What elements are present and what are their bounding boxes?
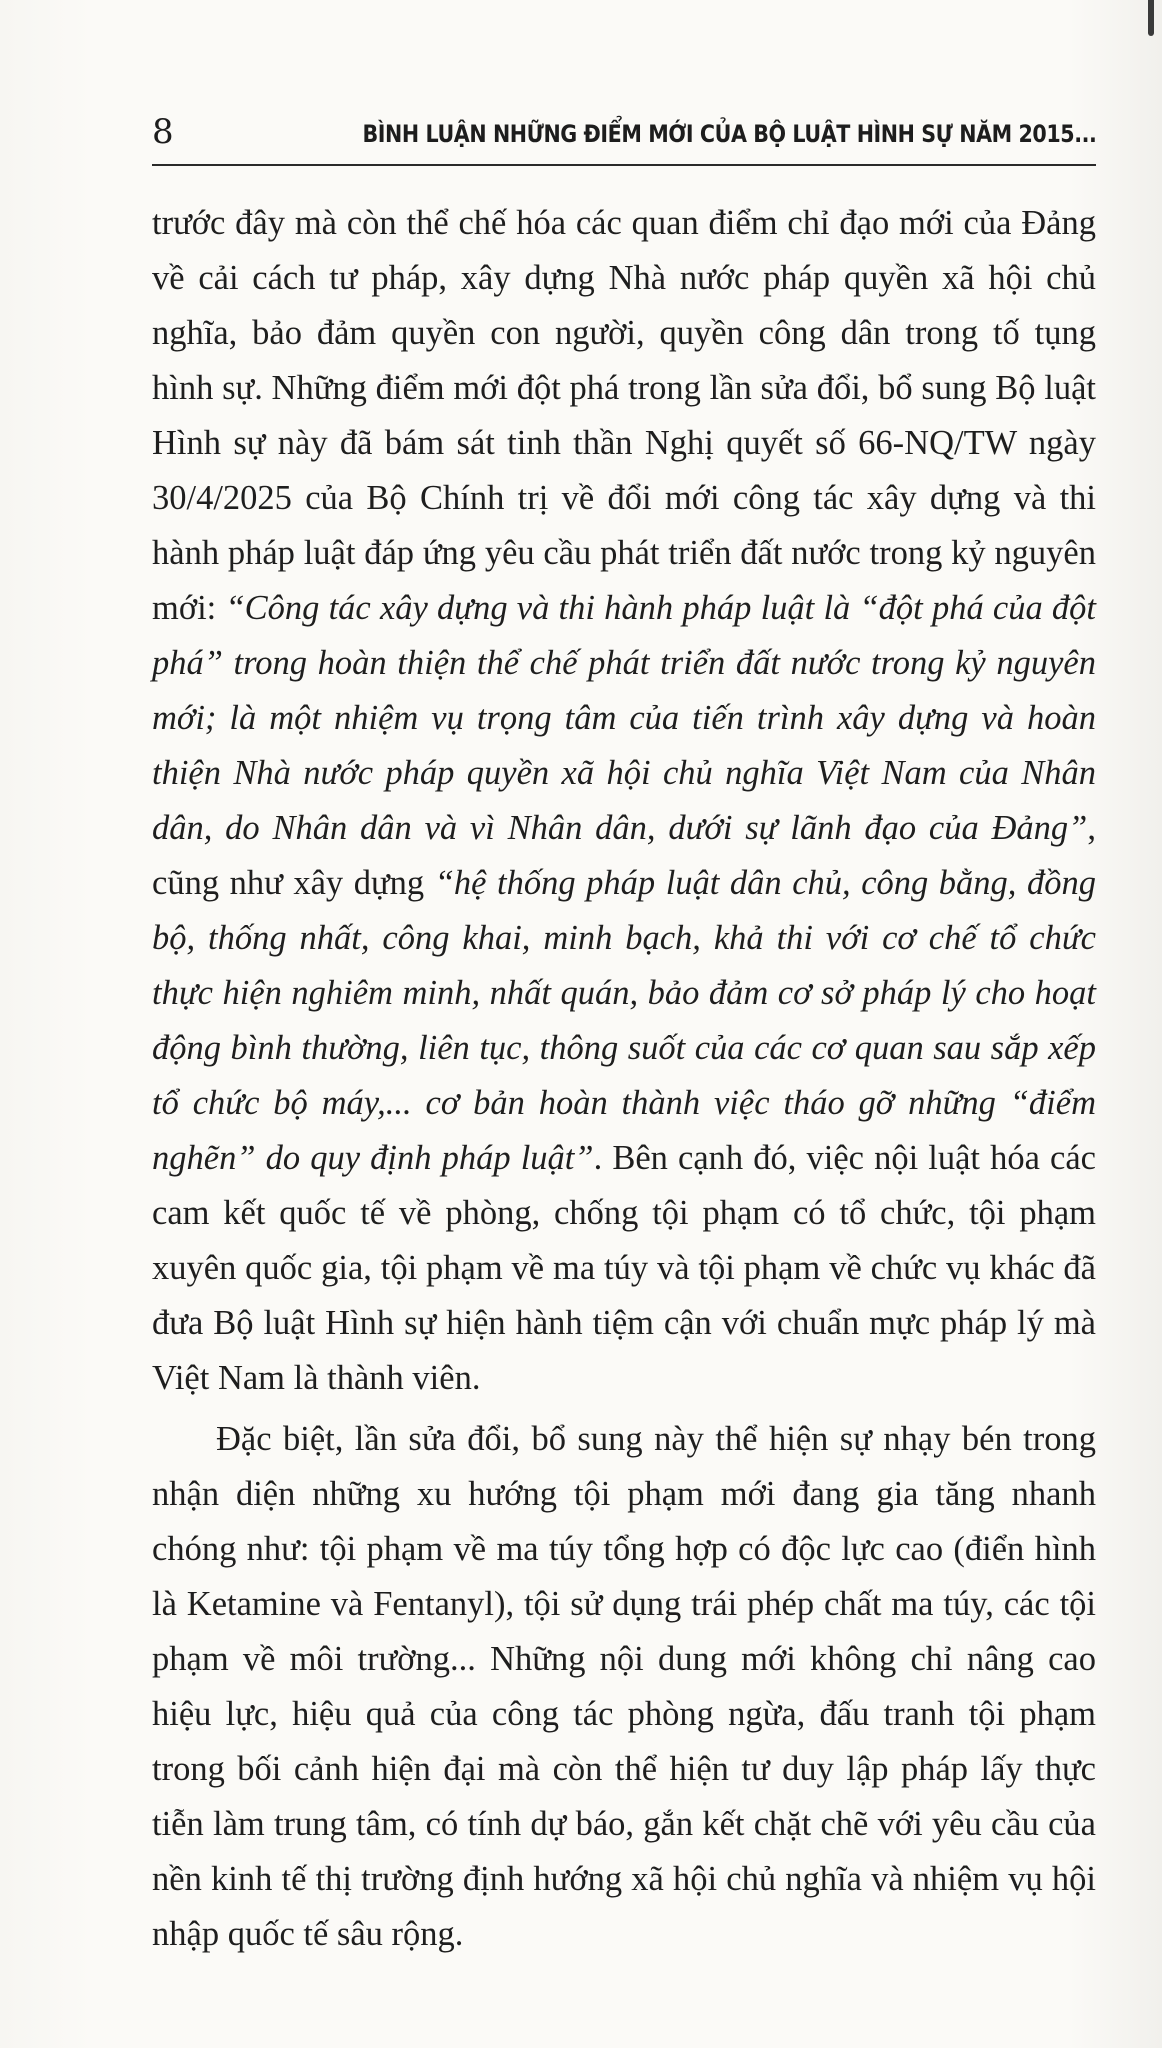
page-number: 8 bbox=[152, 112, 174, 152]
running-title: BÌNH LUẬN NHỮNG ĐIỂM MỚI CỦA BỘ LUẬT HÌNH SỰ NĂM 2015... bbox=[362, 120, 1096, 148]
page-edge-mark bbox=[1148, 0, 1154, 36]
italic-quote: “Công tác xây dựng và thi hành pháp luật là “đột phá của đột phá” trong hoàn thiện thể chế phát triển đất nước trong kỷ nguyên mới; là một nhiệm vụ trọng tâm của tiến trình xây dựng và hoàn thiện Nhà nước pháp quyền xã hội chủ nghĩa Việt Nam của Nhân dân, do Nhân dân và vì Nhân dân, dưới sự lãnh đạo của Đảng” bbox=[152, 589, 1096, 847]
body-text bbox=[152, 196, 1096, 1968]
paragraph-2 bbox=[152, 1412, 1096, 1962]
text-segment: Đặc biệt, lần sửa đổi, bổ sung này thể hiện sự nhạy bén trong nhận diện những xu hướng tội phạm mới đang gia tăng nhanh chóng như: tội phạm về ma túy tổng hợp có độc lực cao (điển hình là Ketamine và Fentanyl), tội sử dụng trái phép chất ma túy, các tội phạm về môi trường... Những nội dung mới không chỉ nâng cao hiệu lực, hiệu quả của công tác phòng ngừa, đấu tranh tội phạm trong bối cảnh hiện đại mà còn thể hiện tư duy lập pháp lấy thực tiễn làm trung tâm, có tính dự báo, gắn kết chặt chẽ với yêu cầu của nền kinh tế thị trường định hướng xã hội chủ nghĩa và nhiệm vụ hội nhập quốc tế sâu rộng. bbox=[152, 1420, 1096, 1953]
paragraph-1 bbox=[152, 196, 1096, 1406]
italic-quote: “hệ thống pháp luật dân chủ, công bằng, đồng bộ, thống nhất, công khai, minh bạch, khả thi với cơ chế tổ chức thực hiện nghiêm minh, nhất quán, bảo đảm cơ sở pháp lý cho hoạt động bình thường, liên tục, thông suốt của các cơ quan sau sắp xếp tổ chức bộ máy,... cơ bản hoàn thành việc tháo gỡ những “điểm nghẽn” do quy định pháp luật” bbox=[152, 864, 1096, 1177]
text-segment: , cũng như xây dựng bbox=[152, 809, 1096, 902]
text-segment: trước đây mà còn thể chế hóa các quan điểm chỉ đạo mới của Đảng về cải cách tư pháp, xây dựng Nhà nước pháp quyền xã hội chủ nghĩa, bảo đảm quyền con người, quyền công dân trong tố tụng hình sự. Những điểm mới đột phá trong lần sửa đổi, bổ sung Bộ luật Hình sự này đã bám sát tinh thần Nghị quyết số 66-NQ/TW ngày 30/4/2025 của Bộ Chính trị về đổi mới công tác xây dựng và thi hành pháp luật đáp ứng yêu cầu phát triển đất nước trong kỷ nguyên mới: bbox=[152, 204, 1096, 627]
page-header bbox=[152, 108, 1096, 166]
text-segment: . Bên cạnh đó, việc nội luật hóa các cam kết quốc tế về phòng, chống tội phạm có tổ chức, tội phạm xuyên quốc gia, tội phạm về ma túy và tội phạm về chức vụ khác đã đưa Bộ luật Hình sự hiện hành tiệm cận với chuẩn mực pháp lý mà Việt Nam là thành viên. bbox=[152, 1139, 1096, 1397]
